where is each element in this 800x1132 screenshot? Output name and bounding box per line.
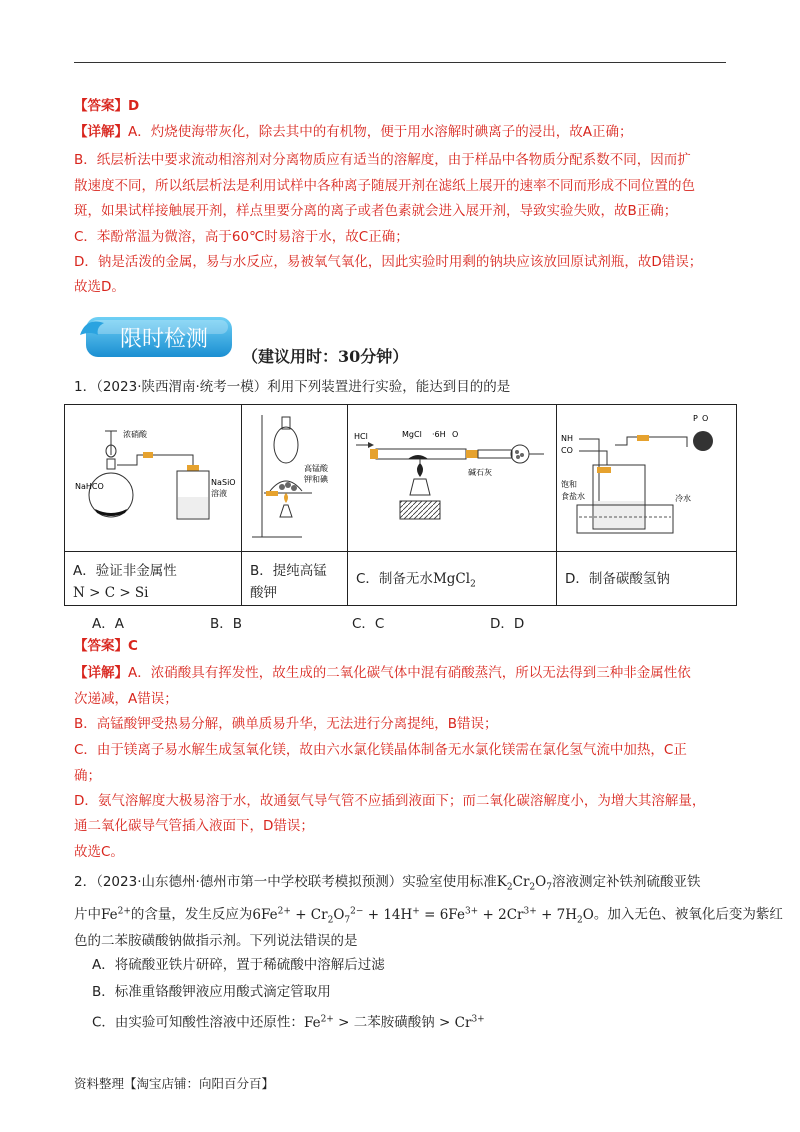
reaction-equation: $6Fe^{2+} + Cr_2O_7^{2-} + 14H^+ = 6Fe^{3+} + 2Cr^{3+} + 7H_2O$ [252, 906, 594, 926]
figure-b [242, 405, 348, 552]
q0-detail-line-4: 斑，如果试样接触展开剂，样点里要分离的离子或者色素就会进入展开剂，导致实验失败，故B正确； [74, 203, 678, 219]
q0-answer: 【答案】D [74, 98, 140, 114]
q0-detail-line-5: C．苯酚常温为微溶，高于60℃时易溶于水，故C正确； [74, 229, 409, 245]
svg-text:冷水: 冷水 [675, 494, 691, 503]
svg-text:钾和碘: 钾和碘 [304, 475, 328, 484]
figure-d [557, 405, 737, 552]
q1-option-c[interactable]: C．C [352, 616, 385, 632]
svg-text:浓硝酸: 浓硝酸 [123, 430, 147, 439]
k2cr2o7-formula: $K_2Cr_2O_7$ [496, 874, 552, 893]
svg-text:P: P [693, 414, 698, 423]
svg-text:CO: CO [561, 446, 573, 455]
section-title: 限时检测 [119, 327, 209, 352]
svg-text:MgCl: MgCl [402, 430, 422, 439]
q2-option-c[interactable]: C．由实验可知酸性溶液中还原性：$Fe^{2+}$ > 二苯胺磺酸钠 > $Cr^{3+}$ [92, 1014, 485, 1031]
q1-option-d[interactable]: D．D [490, 616, 525, 632]
q0-detail-line-7: 故选D。 [74, 279, 125, 295]
cell-d-caption: D．制备碳酸氢钠 [557, 552, 737, 606]
q1-detail-line-7: 通二氧化碳导气管插入液面下，D错误； [74, 818, 314, 834]
q1-detail-line-2: 次递减，A错误； [74, 691, 178, 707]
q2-stem-line-2: 片中$Fe^{2+}$的含量，发生反应为$6Fe^{2+} + Cr_2O_7^{2-} + 14H^+ = 6Fe^{3+} + 2Cr^{3+} + 7H_2O$。加入无色、被氧化后变为紫红 [74, 906, 783, 926]
svg-text:食盐水: 食盐水 [561, 492, 585, 501]
figure-c [348, 405, 557, 552]
q1-stem: 1．（2023·陕西渭南·统考一模）利用下列装置进行实验，能达到目的的是 [74, 379, 511, 395]
q1-detail-line-6: D．氨气溶解度大极易溶于水，故通氨气导气管不应插到液面下；而二氧化碳溶解度小，为增大其溶解量， [74, 793, 706, 809]
svg-text:碱石灰: 碱石灰 [468, 468, 492, 477]
q2-option-b[interactable]: B．标准重铬酸钾液应用酸式滴定管取用 [92, 984, 331, 1000]
svg-text:高锰酸: 高锰酸 [304, 464, 328, 473]
q0-detail-line-3: 散速度不同，所以纸层析法是利用试样中各种离子随展开剂在滤纸上展开的速率不同而形成不同位置的色 [74, 178, 695, 194]
section-badge [76, 315, 234, 359]
svg-text:O: O [702, 414, 709, 423]
cell-c-caption: C．制备无水MgCl$_2$ [348, 552, 557, 606]
svg-text:NH: NH [561, 434, 573, 443]
q1-option-a[interactable]: A．A [92, 616, 124, 632]
q0-detail-line-6: D．钠是活泼的金属，易与水反应，易被氧气氧化，因此实验时用剩的钠块应该放回原试剂瓶，故D错误； [74, 254, 703, 270]
q2-option-a[interactable]: A．将硫酸亚铁片研碎，置于稀硫酸中溶解后过滤 [92, 957, 385, 973]
q1-detail-line-3: B．高锰酸钾受热易分解，碘单质易升华，无法进行分离提纯，B错误； [74, 716, 498, 732]
svg-text:NaHCO: NaHCO [75, 482, 104, 491]
section-time: （建议用时：30分钟） [242, 347, 409, 366]
svg-text:·6H: ·6H [432, 430, 446, 439]
q0-detail-line-2: B．纸层析法中要求流动相溶剂对分离物质应有适当的溶解度，由于样品中各物质分配系数不同，因而扩 [74, 152, 691, 168]
q1-detail-line-8: 故选C。 [74, 844, 124, 860]
apparatus-table [64, 404, 737, 606]
cell-a-caption: A．验证非金属性 N > C > Si [65, 552, 242, 606]
cell-b-caption: B．提纯高锰 酸钾 [242, 552, 348, 606]
svg-text:SiO: SiO [222, 478, 236, 487]
figure-a [65, 405, 242, 552]
q0-detail-line-1: 【详解】A．灼烧使海带灰化，除去其中的有机物，便于用水溶解时碘离子的浸出，故A正确； [74, 124, 633, 140]
footer-note: 资料整理【淘宝店铺：向阳百分百】 [74, 1076, 275, 1091]
fe2-formula: $Fe^{2+}$ [101, 906, 131, 923]
svg-text:Na: Na [211, 478, 222, 487]
q2-stem-line-3: 色的二苯胺磺酸钠做指示剂。下列说法错误的是 [74, 933, 358, 949]
q2-stem-line-1: 2．（2023·山东德州·德州市第一中学校联考模拟预测）实验室使用标准$K_2Cr_2O_7$溶液测定补铁剂硫酸亚铁 [74, 874, 701, 893]
svg-text:饱和: 饱和 [561, 480, 577, 489]
q1-answer: 【答案】C [74, 638, 138, 654]
svg-text:HCl: HCl [354, 432, 368, 441]
svg-text:O: O [452, 430, 459, 439]
q1-option-b[interactable]: B．B [210, 616, 243, 632]
header-rule [74, 62, 726, 63]
q1-detail-line-1: 【详解】A．浓硝酸具有挥发性，故生成的二氧化碳气体中混有硝酸蒸汽，所以无法得到三种非金属性依 [74, 665, 691, 681]
q1-detail-line-5: 确； [74, 768, 101, 784]
svg-text:溶液: 溶液 [211, 489, 227, 498]
q1-detail-line-4: C．由于镁离子易水解生成氢氧化镁，故由六水氯化镁晶体制备无水氯化镁需在氯化氢气流中加热，C正 [74, 742, 687, 758]
